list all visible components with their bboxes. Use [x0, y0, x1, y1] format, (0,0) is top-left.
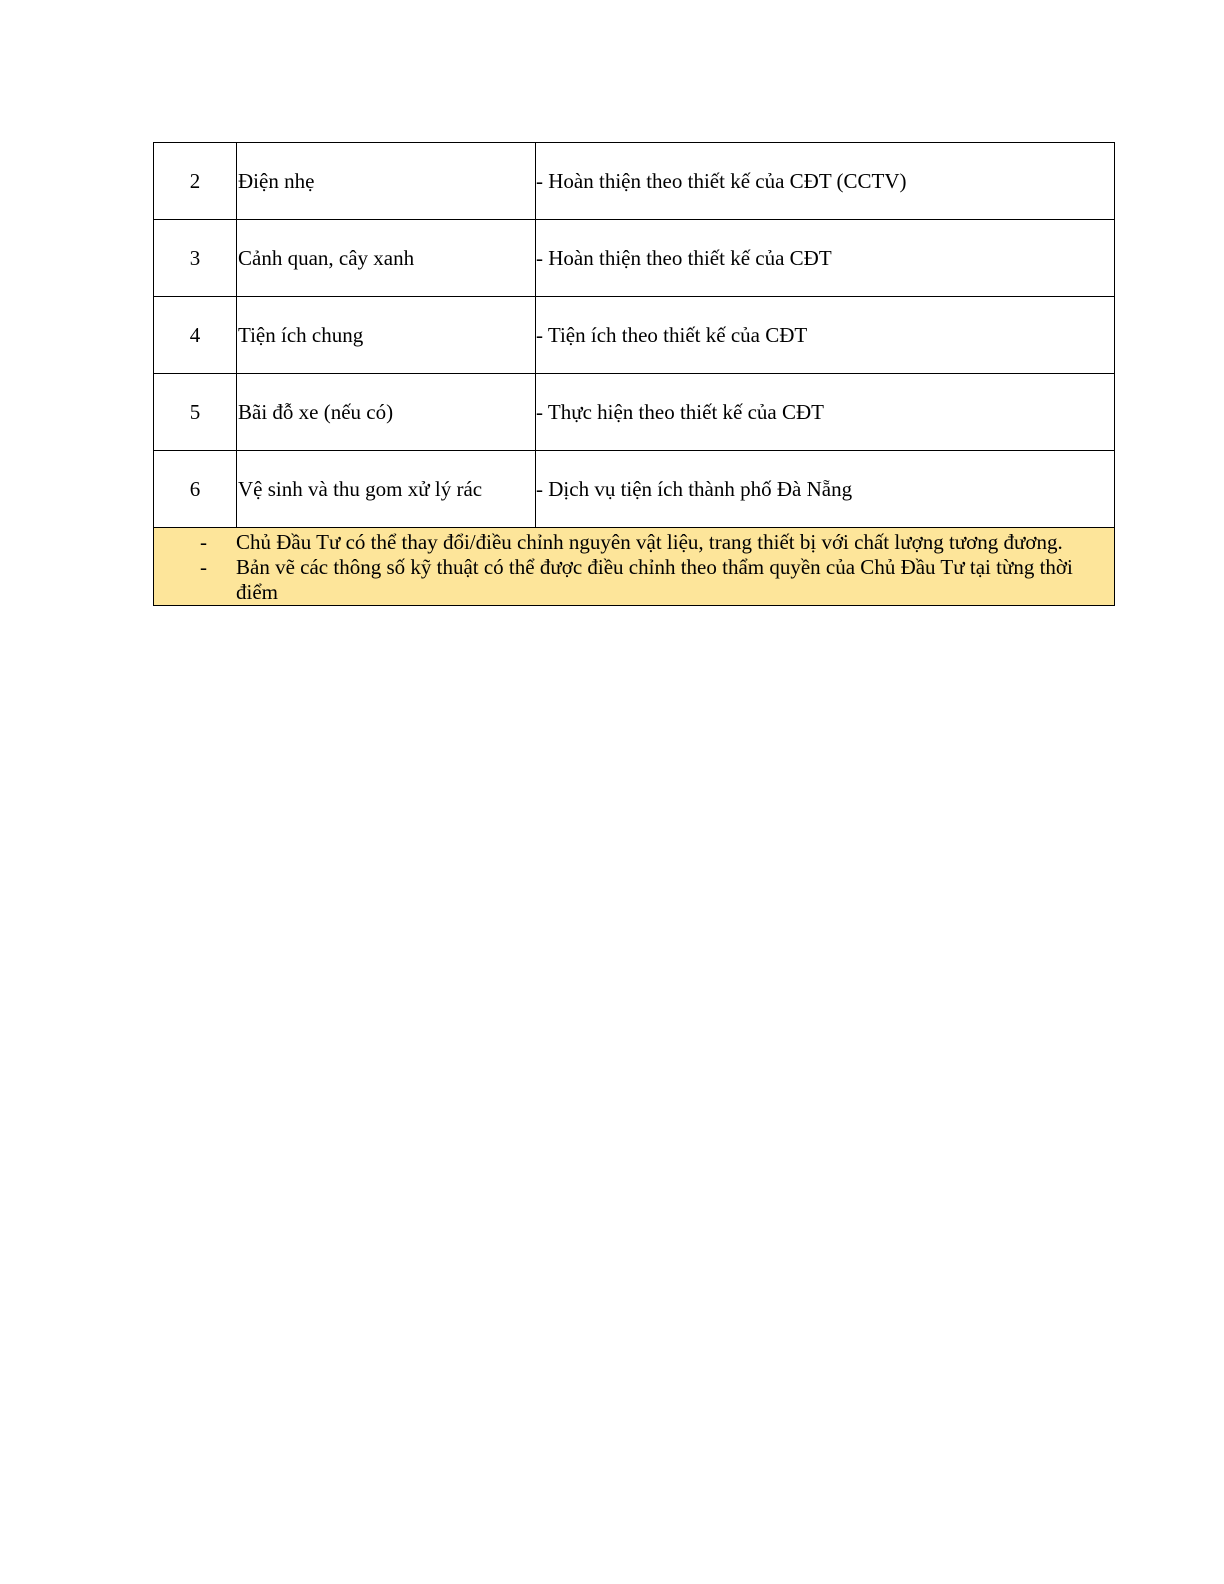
notes-list	[154, 530, 1094, 605]
specification-table	[153, 142, 1115, 606]
row-item: Tiện ích chung	[237, 297, 536, 374]
row-item: Vệ sinh và thu gom xử lý rác	[237, 451, 536, 528]
note-bullet: -	[200, 555, 207, 579]
table-row	[154, 143, 1115, 220]
table-row	[154, 374, 1115, 451]
note-item	[154, 530, 1094, 555]
row-number: 2	[154, 143, 237, 220]
row-item: Điện nhẹ	[237, 143, 536, 220]
row-number: 4	[154, 297, 237, 374]
table-row	[154, 451, 1115, 528]
note-text: Chủ Đầu Tư có thể thay đổi/điều chỉnh nguyên vật liệu, trang thiết bị với chất lượng tương đương.	[236, 530, 1063, 554]
row-description: - Tiện ích theo thiết kế của CĐT	[536, 297, 1115, 374]
table-row	[154, 297, 1115, 374]
notes-row	[154, 528, 1115, 606]
row-item: Cảnh quan, cây xanh	[237, 220, 536, 297]
table-row	[154, 220, 1115, 297]
row-item: Bãi đỗ xe (nếu có)	[237, 374, 536, 451]
row-description: - Hoàn thiện theo thiết kế của CĐT (CCTV)	[536, 143, 1115, 220]
row-description: - Hoàn thiện theo thiết kế của CĐT	[536, 220, 1115, 297]
row-number: 6	[154, 451, 237, 528]
notes-cell	[154, 528, 1115, 606]
note-bullet: -	[200, 530, 207, 554]
row-description: - Thực hiện theo thiết kế của CĐT	[536, 374, 1115, 451]
row-description: - Dịch vụ tiện ích thành phố Đà Nẵng	[536, 451, 1115, 528]
note-text: Bản vẽ các thông số kỹ thuật có thể được điều chỉnh theo thẩm quyền của Chủ Đầu Tư tại từng thời điểm	[236, 555, 1073, 604]
note-item	[154, 555, 1094, 605]
row-number: 3	[154, 220, 237, 297]
row-number: 5	[154, 374, 237, 451]
